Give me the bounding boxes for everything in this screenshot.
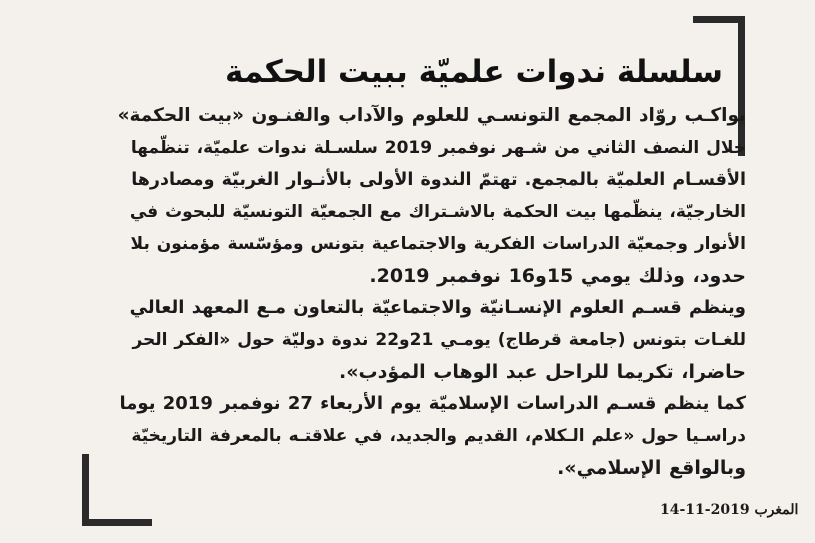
paragraph-1: [116, 100, 746, 292]
text-line: كما ينظم قسـم الدراسات الإسلاميّة يوم الأربعاء 27 نوفمبر 2019 يوما: [119, 393, 746, 414]
text-line: الأقسـام العلميّة بالمجمع. تهتمّ الندوة الأولى بالأنـوار الغربيّة ومصادرها: [131, 170, 746, 190]
text-line: وبالواقع الإسلامي».: [557, 457, 746, 479]
text-line: الخارجيّة، ينظّمها بيت الحكمة بالاشـتراك مع الجمعيّة التونسيّة للبحوث في: [129, 202, 746, 222]
text-line: حدود، وذلك يومي 15و16 نوفمبر 2019.: [369, 265, 746, 287]
text-line: وينظم قسـم العلوم الإنسـانيّة والاجتماعيّة بالتعاون مـع المعهد العالي: [129, 297, 746, 318]
source-name: المغرب: [754, 502, 799, 518]
source-footer: [660, 502, 798, 518]
publication-date: 2019-11-14: [660, 502, 750, 518]
text-line: حاضرا، تكريما للراحل عبد الوهاب المؤدب».: [339, 361, 746, 383]
text-line: دراسـيا حول «علم الـكلام، القديم والجديد، في علاقتـه بالمعرفة التاريخيّة: [131, 426, 746, 446]
text-line: الأنوار وجمعيّة الدراسات الفكرية والاجتماعية بتونس ومؤسّسة مؤمنون بلا: [130, 234, 746, 254]
paragraph-3: [116, 388, 746, 484]
article-title: سلسلة ندوات علميّة ببيت الحكمة: [225, 54, 723, 90]
text-line: يواكـب روّاد المجمع التونسـي للعلوم والآداب والفنـون «بيت الحكمة»: [117, 105, 746, 126]
text-line: خلال النصف الثاني من شـهر نوفمبر 2019 سلسـلة ندوات علميّة، تنظّمها: [130, 138, 746, 158]
paragraph-2: [116, 292, 746, 388]
article-body: [116, 100, 746, 484]
text-line: للغـات بتونس (جامعة قرطاج) يومـي 21و22 ندوة دوليّة حول «الفكر الحر: [132, 330, 746, 350]
